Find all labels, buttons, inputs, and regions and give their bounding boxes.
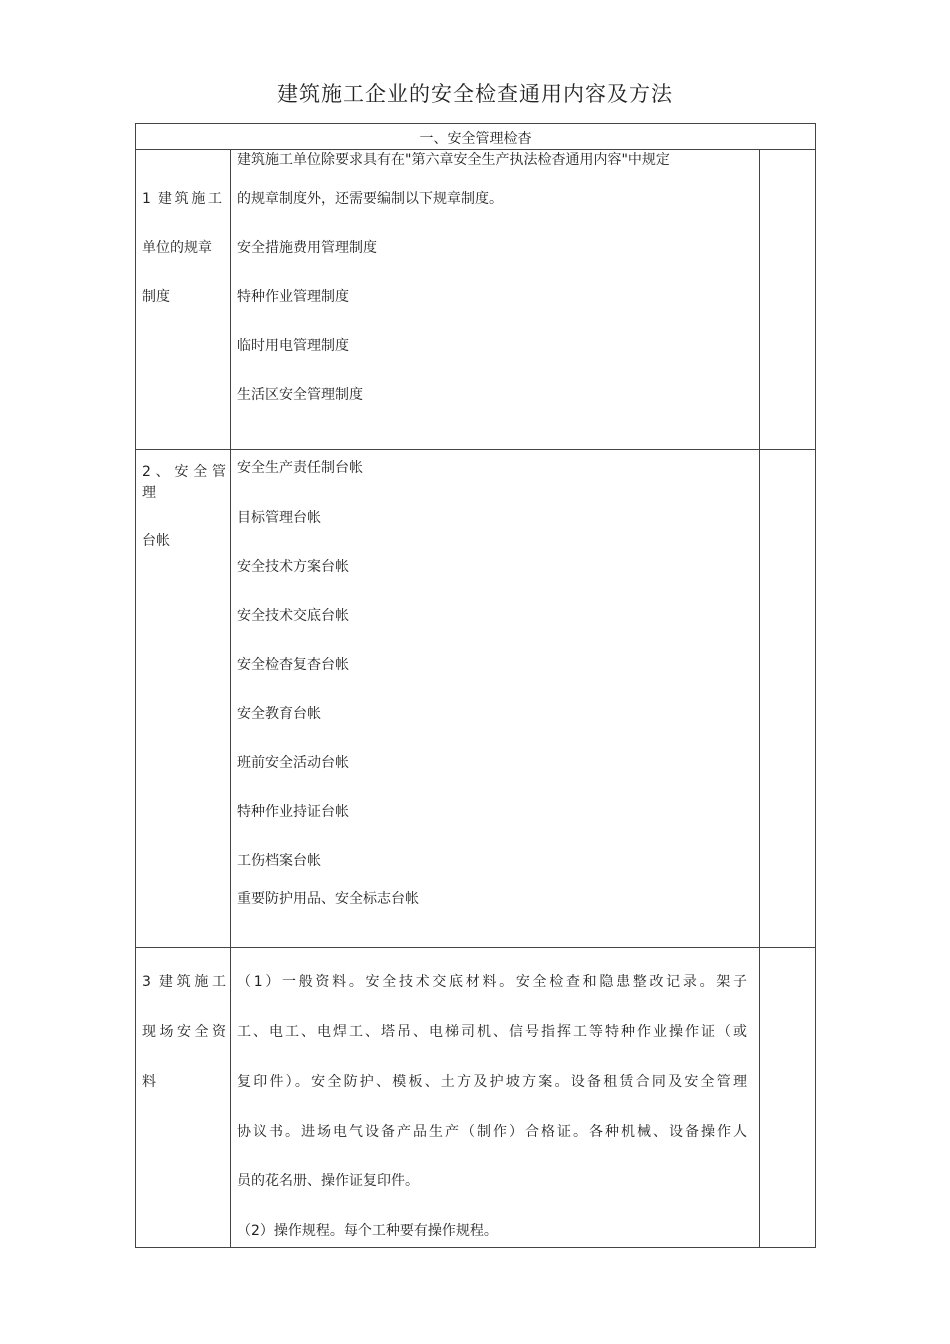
content-line: 临时用电管理制度 — [237, 338, 349, 354]
row-label-line: 现场安全资 — [142, 1024, 226, 1040]
document-title: 建筑施工企业的安全检查通用内容及方法 — [277, 82, 673, 106]
content-line: 目标管理台帐 — [237, 510, 321, 526]
content-line: （1）一般资料。安全技术交底材料。安全检查和隐患整改记录。架子 — [237, 974, 747, 990]
content-line: 协议书。进场电气设备产品生产（制作）合格证。各种机械、设备操作人 — [237, 1124, 747, 1140]
row-divider — [135, 947, 816, 948]
content-line: 重要防护用品、安全标志台帐 — [237, 891, 419, 907]
content-line: 工伤档案台帐 — [237, 853, 321, 869]
content-line: 员的花名册、操作证复印件。 — [237, 1173, 419, 1189]
content-line: 班前安全活动台帐 — [237, 755, 349, 771]
row-label-line: 理 — [142, 485, 156, 501]
row-label-line: 制度 — [142, 289, 170, 305]
content-line: 安全检杳复杳台帐 — [237, 657, 349, 673]
content-line: 复印件）。安全防护、模板、土方及护坡方案。设备租赁合同及安全管理 — [237, 1074, 747, 1090]
row-label-line: 1 建筑施工 — [142, 191, 222, 207]
content-line: 安全技术交底台帐 — [237, 608, 349, 624]
row-label-line: 台帐 — [142, 533, 170, 549]
content-line: 生活区安全管理制度 — [237, 387, 363, 403]
content-line: 的规章制度外，还需要编制以下规章制度。 — [237, 191, 503, 207]
content-line: 安全措施费用管理制度 — [237, 240, 377, 256]
content-line: （2）操作规程。每个工种要有操作规程。 — [237, 1223, 498, 1239]
row-label-line: 单位的规章 — [142, 240, 212, 256]
content-line: 工、电工、电焊工、塔吊、电梯司机、信号指挥工等特种作业操作证（或 — [237, 1024, 747, 1040]
row-label-line: 2、安全管 — [142, 464, 226, 480]
row-label-line: 3 建筑施工 — [142, 974, 226, 990]
content-line: 安全生产责任制台帐 — [237, 460, 363, 476]
section-title: 一、安全管理检杳 — [419, 131, 532, 147]
content-line: 特种作业管理制度 — [237, 289, 349, 305]
content-line: 建筑施工单位除要求具有在"第六章安全生产执法检杳通用内容"中规定 — [237, 152, 670, 168]
row-label-line: 料 — [142, 1074, 156, 1090]
column-divider — [759, 149, 760, 1248]
content-line: 安全教育台帐 — [237, 706, 321, 722]
content-line: 安全技术方案台帐 — [237, 559, 349, 575]
column-divider — [230, 149, 231, 1248]
content-line: 特种作业持证台帐 — [237, 804, 349, 820]
row-divider — [135, 449, 816, 450]
